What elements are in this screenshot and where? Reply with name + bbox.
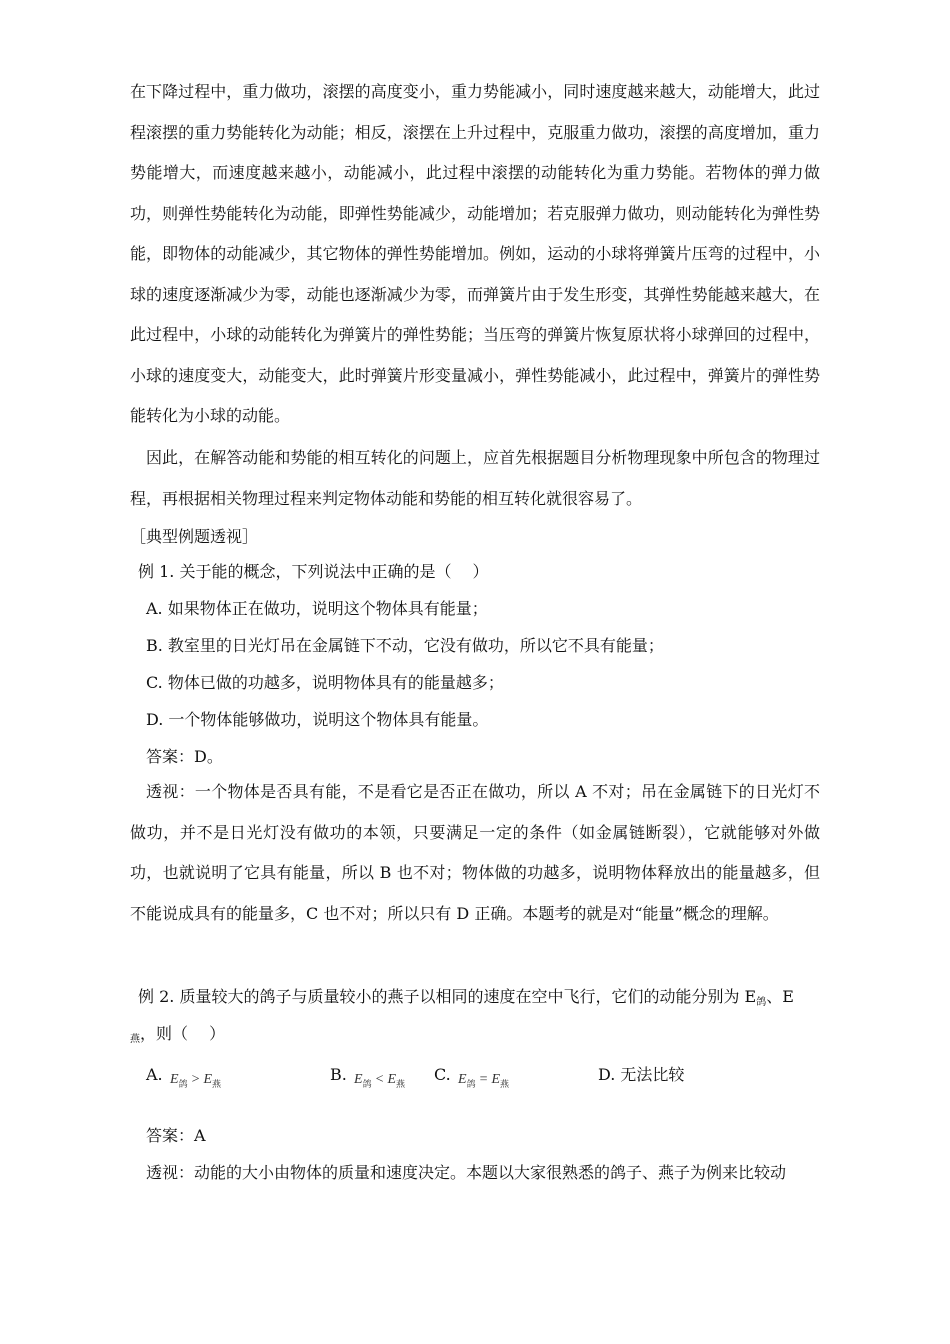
example2-option-b-formula — [354, 1072, 405, 1090]
sub-dove: 鸽 — [178, 1079, 188, 1089]
symbol-e: E — [491, 1072, 501, 1087]
symbol-e: E — [354, 1072, 363, 1087]
sub-swallow-line2: 燕 — [130, 1034, 140, 1045]
example2-option-c-formula — [458, 1072, 509, 1090]
example1-option-d: D. 一个物体能够做功，说明这个物体具有能量。 — [146, 710, 489, 729]
example2-question-line1 — [138, 986, 794, 1014]
example2-answer: 答案：A — [146, 1126, 206, 1145]
example1-analysis: 透视：一个物体是否具有能，不是看它是否正在做功，所以 A 不对；吊在金属链下的日光灯不做功，并不是日光灯没有做功的本领，只要满足一定的条件（如金属链断裂），它就能够对外做功，也就说明了它具有能量，所以 B 也不对；物体做的功越多，说明物体释放出的能量越多，但不能说成具有的能量多，C 也不对；所以只有 D 正确。本题考的就是对“能量”概念的理解。 — [130, 782, 820, 923]
example2-question-main: 例 2. 质量较大的鸽子与质量较小的燕子以相同的速度在空中飞行，它们的动能分别为 E — [138, 987, 757, 1006]
example1-question: 例 1. 关于能的概念，下列说法中正确的是（ ） — [138, 562, 489, 581]
example1-option-a: A. 如果物体正在做功，说明这个物体具有能量； — [146, 599, 488, 618]
symbol-e: E — [458, 1072, 467, 1087]
example2-option-a-formula — [170, 1072, 221, 1090]
sub-dove: 鸽 — [756, 997, 767, 1008]
example1-option-c: C. 物体已做的功越多，说明物体具有的能量越多； — [146, 673, 504, 692]
sub-dove: 鸽 — [466, 1079, 476, 1089]
example2-question-line2 — [130, 1023, 225, 1051]
sub-swallow: 燕 — [212, 1079, 222, 1089]
example2-analysis: 透视：动能的大小由物体的质量和速度决定。本题以大家很熟悉的鸽子、燕子为例来比较动 — [146, 1163, 787, 1182]
op-equal: = — [479, 1072, 488, 1087]
symbol-e: E — [170, 1072, 179, 1087]
symbol-e: E — [203, 1072, 213, 1087]
example2-option-b-label: B. — [330, 1065, 347, 1084]
paragraph-energy-conversion: 在下降过程中，重力做功，滚摆的高度变小，重力势能减小，同时速度越来越大，动能增大，此过程滚摆的重力势能转化为动能；相反，滚摆在上升过程中，克服重力做功，滚摆的高度增加，重力势能增大，而速度越来越小，动能减小，此过程中滚摆的动能转化为重力势能。若物体的弹力做功，则弹性势能转化为动能，即弹性势能减少，动能增加；若克服弹力做功，则动能转化为弹性势能，即物体的动能减少，其它物体的弹性势能增加。例如，运动的小球将弹簧片压弯的过程中，小球的速度逐渐减少为零，动能也逐渐减少为零，而弹簧片由于发生形变，其弹性势能越来越大，在此过程中，小球的动能转化为弹簧片的弹性势能；当压弯的弹簧片恢复原状将小球弹回的过程中，小球的速度变大，动能变大，此时弹簧片形变量减小，弹性势能减小，此过程中，弹簧片的弹性势能转化为小球的动能。 — [130, 82, 820, 425]
op-greater: > — [191, 1072, 200, 1087]
example1-answer: 答案：D。 — [146, 747, 223, 766]
op-less: < — [375, 1072, 384, 1087]
sub-dove: 鸽 — [362, 1079, 372, 1089]
example2-question-end: ，则（ ） — [140, 1024, 226, 1043]
paragraph-conclusion: 因此，在解答动能和势能的相互转化的问题上，应首先根据题目分析物理现象中所包含的物理过程，再根据相关物理过程来判定物体动能和势能的相互转化就很容易了。 — [130, 448, 820, 508]
sub-swallow: 燕 — [500, 1079, 510, 1089]
example2-option-c-label: C. — [434, 1065, 451, 1084]
sub-swallow: 燕 — [396, 1079, 406, 1089]
example2-question-mid: 、E — [766, 987, 794, 1006]
example2-option-a-label: A. — [146, 1065, 163, 1084]
example1-option-b: B. 教室里的日光灯吊在金属链下不动，它没有做功，所以它不具有能量； — [146, 636, 664, 655]
section-title: ［典型例题透视］ — [130, 527, 259, 546]
example2-option-d: D. 无法比较 — [598, 1065, 685, 1084]
symbol-e: E — [387, 1072, 397, 1087]
